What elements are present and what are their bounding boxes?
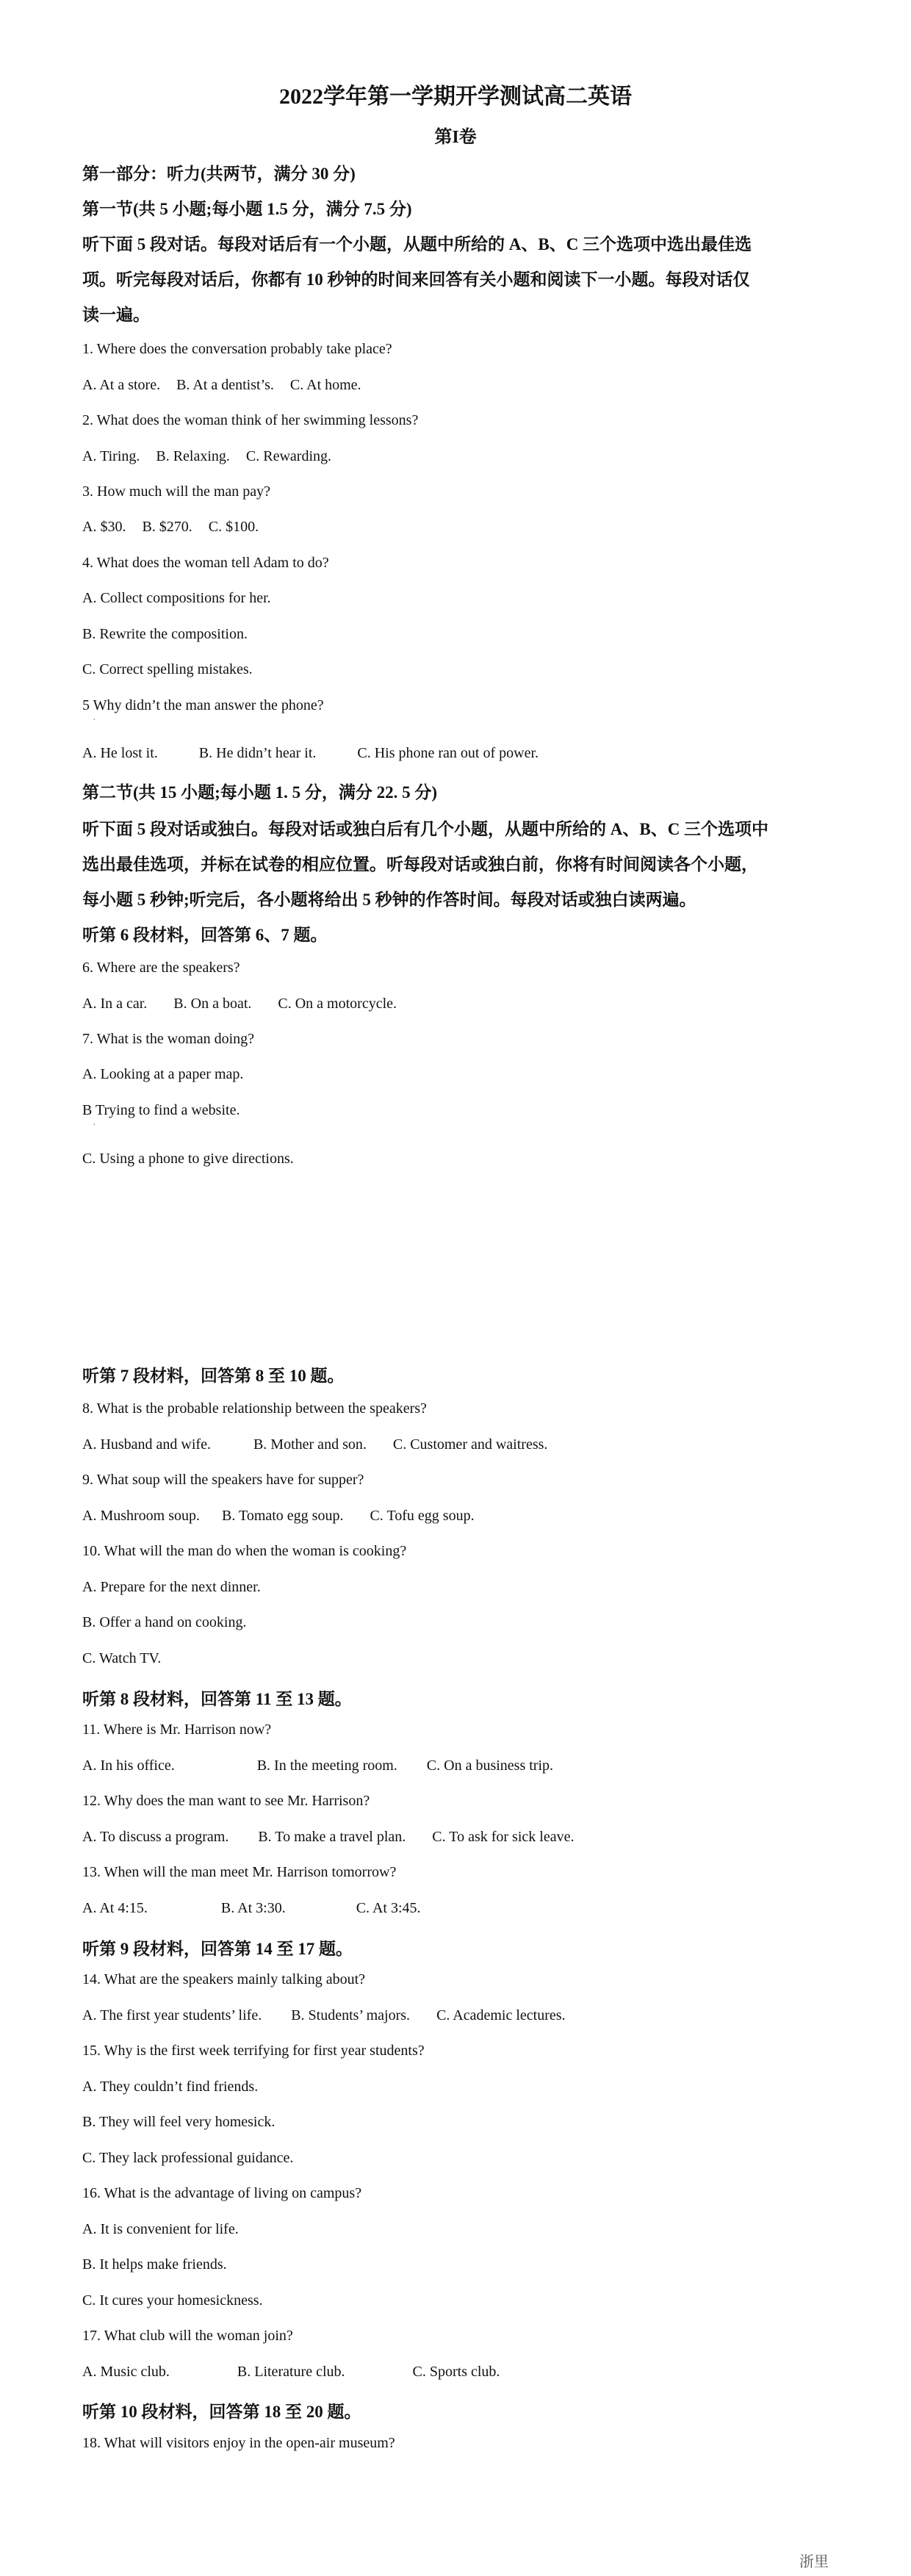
question-8: 8. What is the probable relationship between the speakers?	[82, 1400, 427, 1417]
option-a: A. Music club.	[82, 2364, 170, 2380]
option-c: C. Tofu egg soup.	[370, 1508, 475, 1524]
options-row	[82, 1508, 475, 1525]
option-c: C. Rewarding.	[245, 448, 332, 464]
option-c: C. At 3:45.	[356, 1900, 421, 1916]
question-7: 7. What is the woman doing?	[82, 1031, 255, 1047]
option-c: C. Customer and waitress.	[392, 1436, 548, 1453]
option-c: C. At home.	[289, 377, 361, 393]
option-a: A. To discuss a program.	[82, 1829, 229, 1845]
question-16: 16. What is the advantage of living on campus?	[82, 2185, 362, 2201]
option-b: B. Students’ majors.	[291, 2007, 411, 2023]
option-a: A. Prepare for the next dinner.	[82, 1579, 261, 1595]
section1-heading: 第一节(共 5 小题;每小题 1.5 分，满分 7.5 分)	[82, 200, 412, 218]
option-c: C. Using a phone to give directions.	[82, 1151, 294, 1167]
footer-mark: 浙里	[799, 2552, 829, 2570]
options-row	[82, 1900, 421, 1917]
options-row	[82, 519, 259, 536]
doc-title: 2022学年第一学期开学测试高二英语	[279, 84, 632, 109]
option-a: A. Tiring.	[82, 448, 140, 464]
option-b: B. They will feel very homesick.	[82, 2114, 276, 2130]
options-row	[82, 2007, 566, 2024]
option-b: B. Offer a hand on cooking.	[82, 1614, 247, 1630]
material-heading: 听第 8 段材料，回答第 11 至 13 题。	[82, 1690, 352, 1708]
question-3: 3. How much will the man pay?	[82, 483, 271, 500]
question-9: 9. What soup will the speakers have for supper?	[82, 1472, 364, 1488]
option-b: B. In the meeting room.	[256, 1757, 397, 1774]
section2-heading: 第二节(共 15 小题;每小题 1. 5 分，满分 22. 5 分)	[82, 783, 437, 802]
options-row	[82, 1436, 547, 1453]
option-a: A. Husband and wife.	[82, 1436, 211, 1453]
option-b: B. At 3:30.	[220, 1900, 286, 1916]
option-c: C. It cures your homesickness.	[82, 2292, 263, 2309]
option-c: C. $100.	[208, 519, 259, 535]
question-5: 5 Why didn’t the man answer the phone?	[82, 697, 324, 713]
volume-label: 第I卷	[434, 128, 477, 147]
option-a: A. At 4:15.	[82, 1900, 148, 1916]
option-a: A. $30.	[82, 519, 126, 535]
instructions-line: 读一遍。	[82, 306, 150, 324]
option-b: B. To make a travel plan.	[258, 1829, 406, 1845]
instructions-line: 选出最佳选项，并标在试卷的相应位置。听每段对话或独白前，你将有时间阅读各个小题，	[82, 855, 758, 874]
part-heading: 第一部分：听力(共两节，满分 30 分)	[82, 165, 356, 183]
question-2: 2. What does the woman think of her swimming lessons?	[82, 412, 419, 428]
option-c: C. On a motorcycle.	[278, 996, 397, 1012]
material-heading: 听第 10 段材料，回答第 18 至 20 题。	[82, 2403, 361, 2421]
instructions-line: 每小题 5 秒钟;听完后，各小题将给出 5 秒钟的作答时间。每段对话或独白读两遍。	[82, 891, 696, 909]
option-a: A. Mushroom soup.	[82, 1508, 201, 1524]
option-a: A. In a car.	[82, 996, 148, 1012]
material-heading: 听第 6 段材料，回答第 6、7 题。	[82, 926, 328, 944]
scan-mark: ·	[93, 715, 96, 726]
question-1: 1. Where does the conversation probably take place?	[82, 341, 392, 357]
option-c: C. They lack professional guidance.	[82, 2150, 294, 2166]
question-18: 18. What will visitors enjoy in the open-air museum?	[82, 2435, 395, 2451]
options-row	[82, 2364, 500, 2381]
option-b: B. At a dentist’s.	[176, 377, 274, 393]
option-c: C. Watch TV.	[82, 1650, 162, 1666]
option-a: A. Collect compositions for her.	[82, 590, 271, 606]
question-10: 10. What will the man do when the woman is cooking?	[82, 1543, 407, 1559]
options-row	[82, 745, 539, 762]
option-a: A. At a store.	[82, 377, 161, 393]
question-6: 6. Where are the speakers?	[82, 960, 240, 976]
scan-mark: ·	[93, 1120, 96, 1131]
options-row	[82, 448, 331, 465]
question-11: 11. Where is Mr. Harrison now?	[82, 1721, 272, 1738]
options-row	[82, 1829, 574, 1846]
option-a: A. In his office.	[82, 1757, 175, 1774]
option-b: B Trying to find a website.	[82, 1102, 240, 1118]
option-c: C. Correct spelling mistakes.	[82, 661, 253, 677]
option-c: C. On a business trip.	[426, 1757, 554, 1774]
options-row	[82, 377, 361, 394]
option-b: B. Rewrite the composition.	[82, 626, 248, 642]
question-13: 13. When will the man meet Mr. Harrison tomorrow?	[82, 1864, 397, 1880]
option-a: A. Looking at a paper map.	[82, 1066, 244, 1082]
option-c: C. His phone ran out of power.	[357, 745, 539, 761]
question-14: 14. What are the speakers mainly talking about?	[82, 1971, 366, 1987]
option-c: C. To ask for sick leave.	[432, 1829, 575, 1845]
instructions-line: 项。听完每段对话后，你都有 10 秒钟的时间来回答有关小题和阅读下一小题。每段对话仅	[82, 270, 750, 289]
option-a: A. They couldn’t find friends.	[82, 2079, 259, 2095]
option-b: B. $270.	[142, 519, 192, 535]
instructions-line: 听下面 5 段对话。每段对话后有一个小题，从题中所给的 A、B、C 三个选项中选出最佳选	[82, 235, 752, 253]
option-b: B. On a boat.	[173, 996, 252, 1012]
option-b: B. Mother and son.	[253, 1436, 367, 1453]
option-c: C. Sports club.	[412, 2364, 500, 2380]
options-row	[82, 996, 397, 1012]
option-a: A. The first year students’ life.	[82, 2007, 262, 2023]
question-12: 12. Why does the man want to see Mr. Harrison?	[82, 1793, 370, 1809]
option-b: B. Literature club.	[237, 2364, 345, 2380]
question-15: 15. Why is the first week terrifying for first year students?	[82, 2043, 425, 2059]
question-17: 17. What club will the woman join?	[82, 2328, 293, 2344]
option-b: B. It helps make friends.	[82, 2256, 227, 2273]
option-b: B. Tomato egg soup.	[222, 1508, 344, 1524]
material-heading: 听第 7 段材料，回答第 8 至 10 题。	[82, 1367, 345, 1385]
instructions-line: 听下面 5 段对话或独白。每段对话或独白后有几个小题，从题中所给的 A、B、C 三个选项中	[82, 820, 769, 838]
options-row	[82, 1757, 553, 1774]
option-b: B. He didn’t hear it.	[198, 745, 317, 761]
question-4: 4. What does the woman tell Adam to do?	[82, 555, 329, 571]
option-a: A. He lost it.	[82, 745, 158, 761]
option-a: A. It is convenient for life.	[82, 2221, 239, 2237]
material-heading: 听第 9 段材料，回答第 14 至 17 题。	[82, 1940, 353, 1958]
option-b: B. Relaxing.	[156, 448, 230, 464]
option-c: C. Academic lectures.	[436, 2007, 566, 2023]
